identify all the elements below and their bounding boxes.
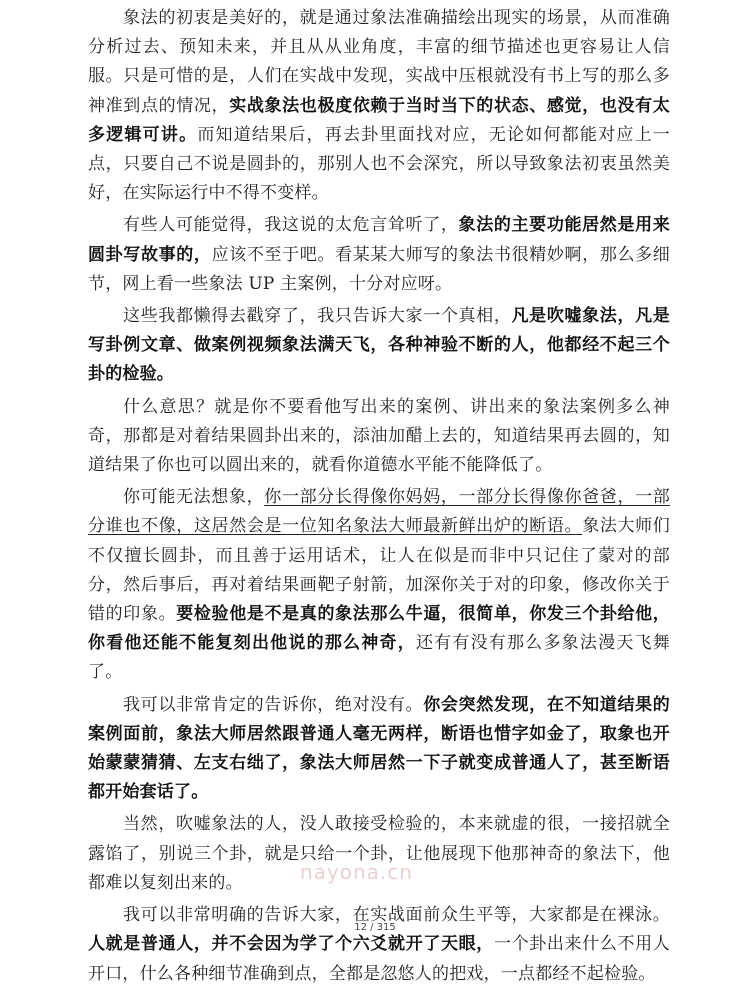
bold-text-run: 凡是吹嘘象法，凡是写卦例文章、做案例视频象法满天飞，各种神验不断的人，他都经不起三个卦的检验。 [88, 306, 670, 385]
paragraph [88, 691, 670, 808]
bold-text-run: 人就是普通人，并不会因为学了个六爻就开了天眼， [88, 934, 494, 955]
bold-text-run: 你会突然发现，在不知道结果的案例面前，象法大师居然跟普通人毫无两样，断语也惜字如金了，取象也开始蒙蒙猜猜、左支右绌了，象法大师居然一下子就变成普通人了，甚至断语都开始套话了。 [88, 694, 670, 803]
page-number: 12 / 315 [354, 922, 396, 933]
bold-text-run: 象法的主要功能居然是用来圆卦写故事的， [88, 215, 670, 265]
text-run: 我可以非常明确的告诉大家，在实战面前众生平等，大家都是在裸泳。 [123, 905, 670, 926]
text-run: 你可能无法想象， [123, 487, 265, 508]
paragraph [88, 302, 670, 390]
watermark: nayona.cn [300, 860, 413, 884]
text-run: 这些我都懒得去戳穿了，我只告诉大家一个真相， [123, 306, 512, 327]
paragraph [88, 483, 670, 687]
paragraph [88, 810, 670, 898]
text-run: 一个卦出来什么不用人开口，什么各种细节准确到点，全都是忽悠人的把戏，一点都经不起检验。 [88, 934, 670, 984]
bold-text-run: 要检验他是不是真的象法那么牛逼，很简单，你发三个卦给他，你看他还能不能复刻出他说的那么神奇， [88, 604, 670, 654]
text-run: 当然，吹嘘象法的人，没人敢接受检验的，本来就虚的很，一接招就全露馅了，别说三个卦，就是只给一个卦，让他展现下他那神奇的象法下，他都难以复刻出来的。 [88, 814, 670, 893]
text-run: 象法大师们不仅擅长圆卦，而且善于运用话术，让人在似是而非中只记住了蒙对的部分，然后事后，再对着结果画靶子射箭，加深你关于对的印象，修改你关于错的印象。 [88, 516, 671, 625]
text-run: 什么意思？就是你不要看他写出来的案例、讲出来的象法案例多么神奇，那都是对着结果圆卦出来的，添油加醋上去的，知道结果再去圆的，知道结果了你也可以圆出来的，就看你道德水平能不能降低了。 [88, 396, 670, 476]
text-run: 有些人可能觉得，我这说的太危言耸听了， [123, 215, 459, 236]
paragraph [88, 4, 670, 208]
paragraph [88, 901, 670, 989]
text-run: 应该不至于吧。看某某大师写的象法书很精妙啊，那么多细节，网上看一些象法 UP 主案例，十分对应呀。 [88, 244, 671, 294]
text-run: 象法的初衷是美好的，就是通过象法准确描绘出现实的场景，从而准确分析过去、预知未来，并且从从业角度，丰富的细节描述也更容易让人信服。只是可惜的是，人们在实战中发现，实战中压根就没有书上写的那么多神准到点的情况， [88, 8, 670, 116]
text-run: 还有有没有那么多象法漫天飞舞了。 [88, 633, 670, 683]
underlined-text-run: 你一部分长得像你妈妈，一部分长得像你爸爸，一部分谁也不像，这居然会是一位知名象法大师最新鲜出炉的断语。 [88, 487, 670, 537]
text-run: 我可以非常肯定的告诉你，绝对没有。 [123, 694, 424, 715]
body-text [88, 4, 670, 989]
paragraph [88, 393, 670, 481]
text-run: 而知道结果后，再去卦里面找对应，无论如何都能对应上一点，只要自己不说是圆卦的，那别人也不会深究，所以导致象法初衷虽然美好，在实际运行中不得不变样。 [88, 124, 671, 204]
paragraph [88, 211, 670, 299]
bold-text-run: 实战象法也极度依赖于当时当下的状态、感觉，也没有太多逻辑可讲。 [88, 95, 670, 145]
